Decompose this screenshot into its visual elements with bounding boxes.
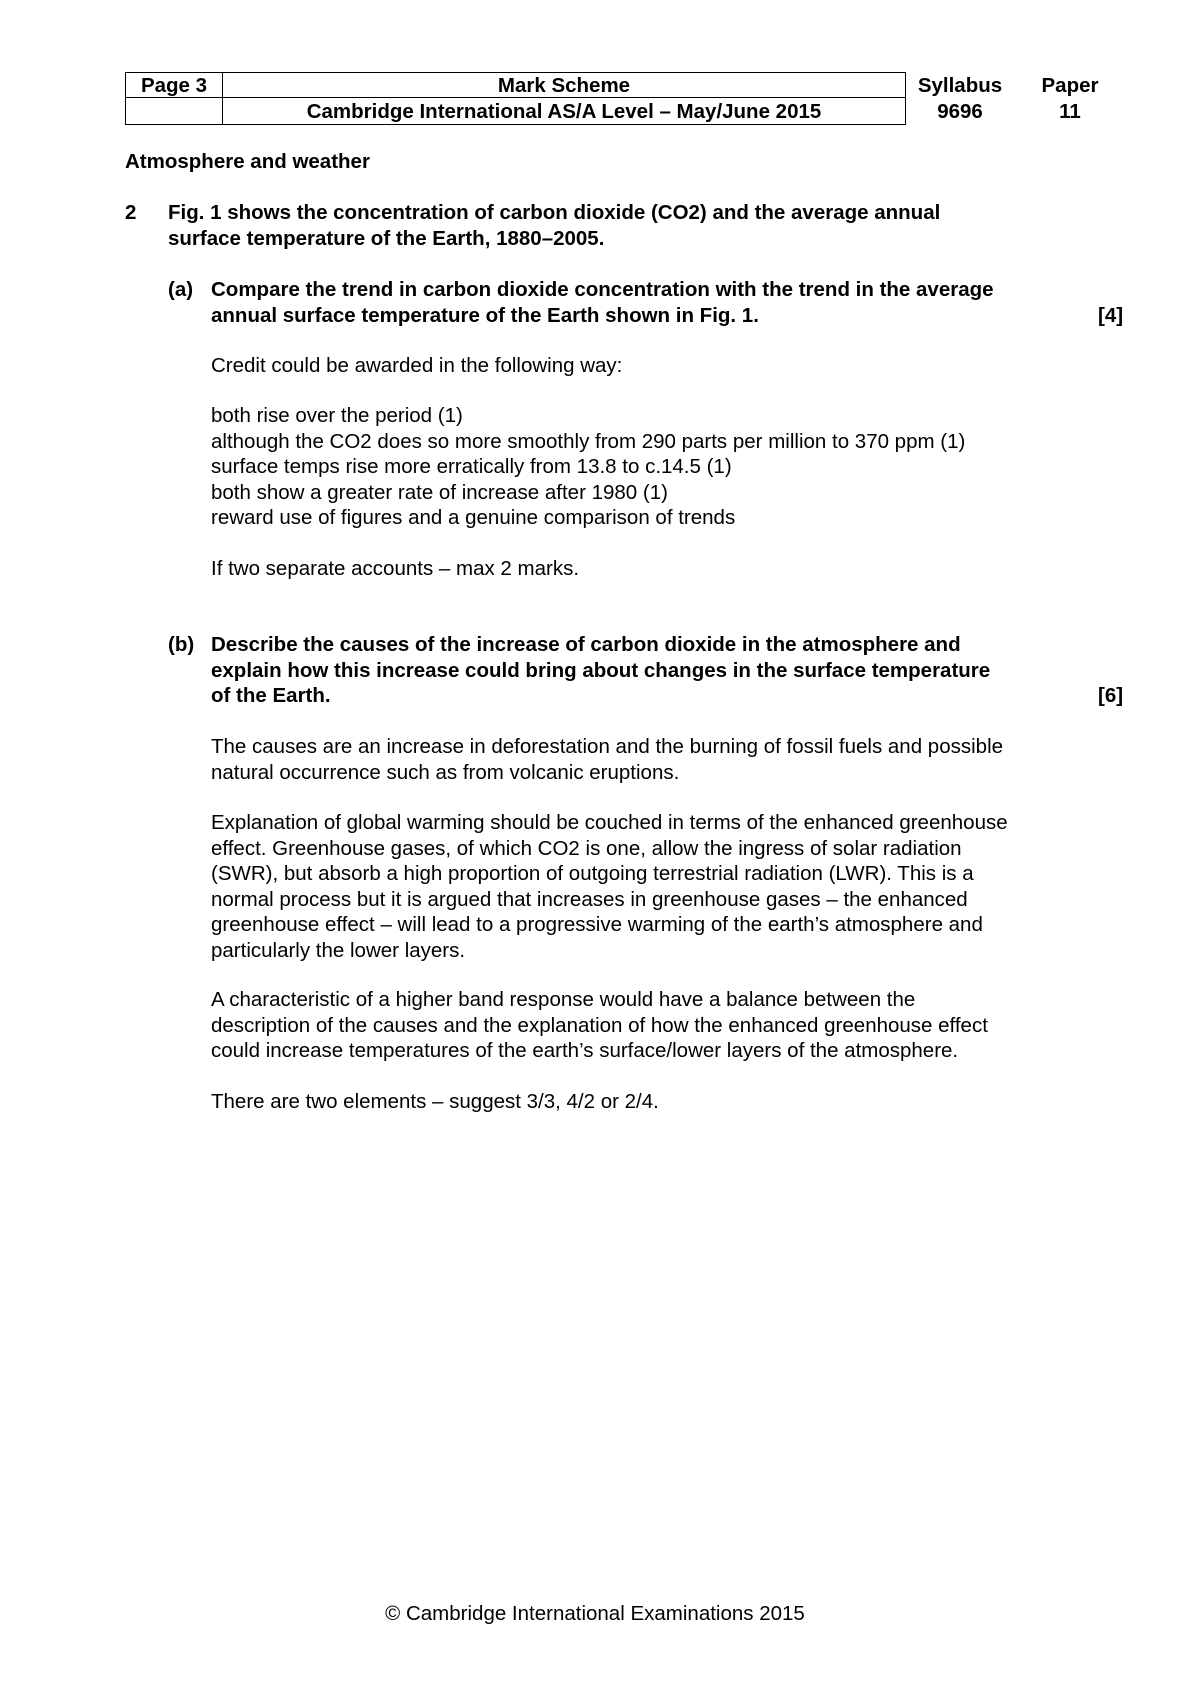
part-b-para-line: Explanation of global warming should be couched in terms of the enhanced greenhouse	[211, 811, 1008, 834]
header-page-label: Page 3	[140, 74, 208, 97]
part-a-intro: Credit could be awarded in the following way:	[211, 354, 623, 377]
part-b-para-line: particularly the lower layers.	[211, 938, 466, 962]
part-a-point: although the CO2 does so more smoothly from 290 parts per million to 370 ppm (1)	[211, 429, 966, 453]
part-a-question-line: Compare the trend in carbon dioxide concentration with the trend in the average	[211, 278, 994, 301]
part-b-para-line: could increase temperatures of the earth’s surface/lower layers of the atmosphere.	[211, 1039, 959, 1062]
part-a-points	[211, 403, 1081, 531]
question-stem-line: surface temperature of the Earth, 1880–2005.	[168, 226, 605, 250]
part-b-question-line: explain how this increase could bring about changes in the surface temperature	[211, 658, 991, 682]
part-b-para-line: (SWR), but absorb a high proportion of outgoing terrestrial radiation (LWR). This is a	[211, 862, 974, 885]
question-stem-line: Fig. 1 shows the concentration of carbon dioxide (CO2) and the average annual	[168, 201, 941, 224]
part-b-para-band	[211, 987, 1081, 1064]
part-a-note: If two separate accounts – max 2 marks.	[211, 557, 580, 580]
part-a-point: both rise over the period (1)	[211, 404, 463, 427]
part-b-para-line: effect. Greenhouse gases, of which CO2 is one, allow the ingress of solar radiation	[211, 836, 962, 860]
header-title: Mark Scheme	[497, 74, 631, 97]
part-b-marks: [6]	[1098, 684, 1124, 707]
part-a-marks: [4]	[1098, 304, 1124, 327]
header-paper-value: 11	[1059, 100, 1081, 123]
part-b-para-line: The causes are an increase in deforestation and the burning of fossil fuels and possible	[211, 735, 1004, 758]
section-title: Atmosphere and weather	[125, 150, 370, 173]
part-b-question-line: of the Earth.	[211, 684, 331, 707]
part-b-para-line: greenhouse effect – will lead to a progressive warming of the earth’s atmosphere and	[211, 913, 983, 936]
part-b-para-line: A characteristic of a higher band response would have a balance between the	[211, 988, 916, 1011]
part-a-question	[211, 277, 994, 328]
part-a-point: reward use of figures and a genuine comparison of trends	[211, 506, 736, 529]
part-b-question	[211, 632, 990, 709]
question-number: 2	[125, 201, 137, 224]
page-footer: © Cambridge International Examinations 2015	[385, 1602, 805, 1625]
part-b-para-line: normal process but it is argued that increases in greenhouse gases – the enhanced	[211, 887, 968, 911]
part-a-point: both show a greater rate of increase after 1980 (1)	[211, 480, 668, 504]
part-a-question-line: annual surface temperature of the Earth shown in Fig. 1.	[211, 303, 759, 327]
question-stem	[168, 200, 940, 251]
header-subtitle: Cambridge International AS/A Level – May/June 2015	[306, 100, 822, 123]
header-syllabus-label: Syllabus	[917, 74, 1003, 97]
header-syllabus-value: 9696	[937, 100, 983, 123]
part-b-para-elements: There are two elements – suggest 3/3, 4/2 or 2/4.	[211, 1090, 659, 1113]
header-paper-label: Paper	[1041, 74, 1099, 97]
part-a-point: surface temps rise more erratically from 13.8 to c.14.5 (1)	[211, 455, 732, 478]
part-b-para-causes	[211, 734, 1081, 785]
part-a-label: (a)	[168, 278, 194, 301]
part-b-para-line: description of the causes and the explanation of how the enhanced greenhouse effect	[211, 1013, 988, 1037]
part-b-para-explanation	[211, 810, 1081, 963]
part-b-question-line: Describe the causes of the increase of carbon dioxide in the atmosphere and	[211, 633, 961, 656]
part-b-label: (b)	[168, 633, 195, 656]
part-b-para-line: natural occurrence such as from volcanic eruptions.	[211, 760, 680, 784]
